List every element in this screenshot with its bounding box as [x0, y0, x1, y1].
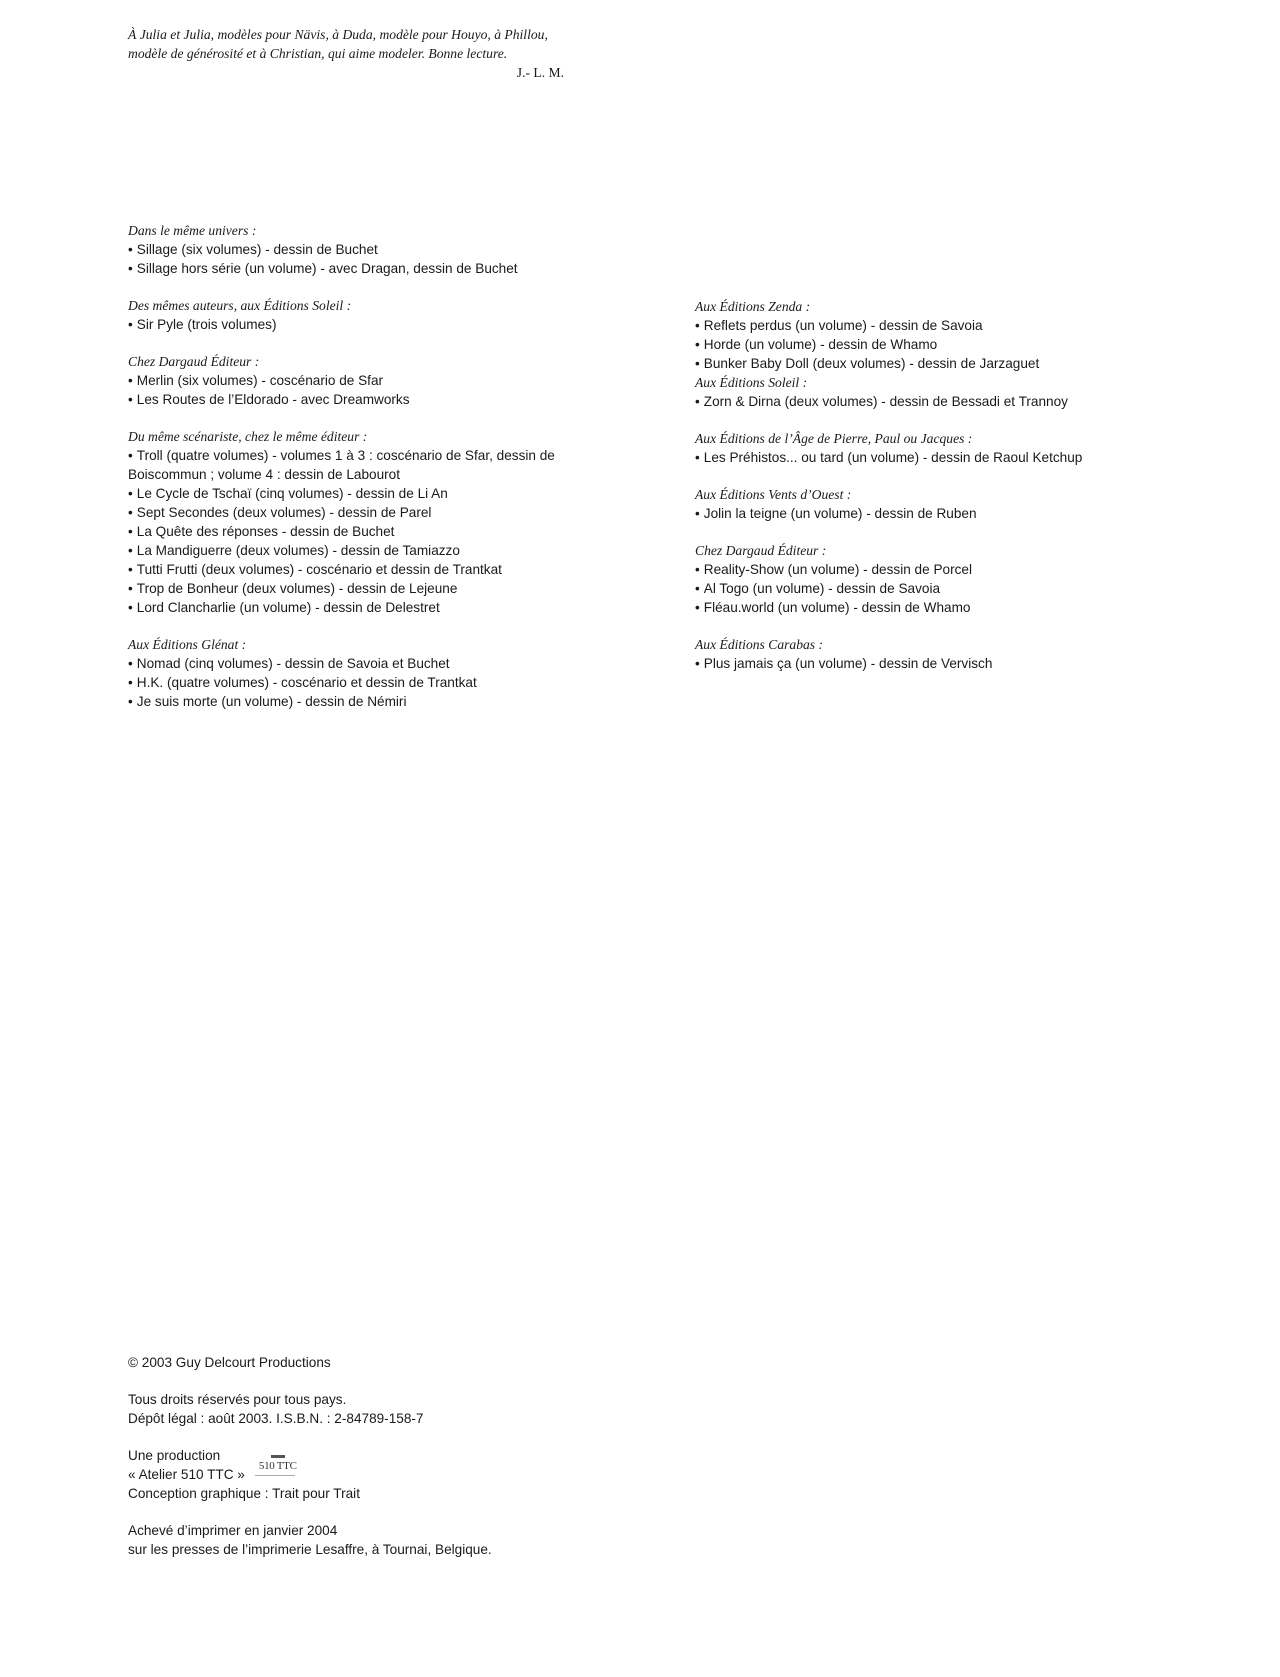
- section-title: Chez Dargaud Éditeur :: [695, 543, 827, 558]
- logo-underline: [255, 1475, 295, 1476]
- section-title: Des mêmes auteurs, aux Éditions Soleil :: [128, 298, 352, 313]
- list-item-text: Jolin la teigne (un volume) - dessin de Ruben: [703, 506, 977, 521]
- dedication-line-2: modèle de générosité et à Christian, qui aime modeler. Bonne lecture.: [128, 46, 508, 61]
- section-title: Aux Éditions Soleil :: [695, 375, 808, 390]
- list-item: [695, 448, 1195, 467]
- bullet-icon: •: [128, 562, 133, 577]
- list-item-text: Je suis morte (un volume) - dessin de Némiri: [136, 694, 407, 709]
- list-item: [695, 654, 1195, 673]
- bullet-icon: •: [128, 600, 133, 615]
- bullet-icon: •: [695, 506, 700, 521]
- list-item-text: Lord Clancharlie (un volume) - dessin de Delestret: [136, 600, 440, 615]
- legal-deposit-line: Dépôt légal : août 2003. I.S.B.N. : 2-84789-158-7: [128, 1411, 424, 1426]
- dedication-line-1: À Julia et Julia, modèles pour Nävis, à Duda, modèle pour Houyo, à Phillou,: [128, 27, 548, 42]
- list-item: [128, 560, 628, 579]
- list-item-text: Bunker Baby Doll (deux volumes) - dessin de Jarzaguet: [703, 356, 1040, 371]
- list-item: [128, 654, 628, 673]
- bullet-icon: •: [695, 562, 700, 577]
- bibliography-section: [695, 541, 1195, 617]
- list-item: [128, 522, 628, 541]
- bullet-icon: •: [128, 581, 133, 596]
- bullet-icon: •: [128, 486, 133, 501]
- bullet-icon: •: [128, 524, 133, 539]
- list-item-text: Fléau.world (un volume) - dessin de Whamo: [703, 600, 971, 615]
- list-item-text: Plus jamais ça (un volume) - dessin de Vervisch: [703, 656, 993, 671]
- bullet-icon: •: [695, 581, 700, 596]
- section-title: Aux Éditions de l’Âge de Pierre, Paul ou Jacques :: [695, 431, 973, 446]
- list-item: [128, 240, 628, 259]
- section-title: Du même scénariste, chez le même éditeur :: [128, 429, 368, 444]
- bibliography-section: [128, 221, 628, 278]
- bibliography-section: [128, 635, 628, 711]
- bullet-icon: •: [695, 600, 700, 615]
- list-item: [128, 465, 628, 484]
- list-item: [128, 446, 628, 465]
- logo-mark: [271, 1455, 285, 1458]
- bibliography-section: [695, 297, 1195, 373]
- bibliography-right-column: [695, 297, 1195, 691]
- list-item: [695, 316, 1195, 335]
- printed-line-2: sur les presses de l’imprimerie Lesaffre, à Tournai, Belgique.: [128, 1542, 492, 1557]
- list-item: [128, 484, 628, 503]
- section-title: Aux Éditions Vents d’Ouest :: [695, 487, 852, 502]
- list-item-text: Reality-Show (un volume) - dessin de Porcel: [703, 562, 972, 577]
- bullet-icon: •: [128, 448, 133, 463]
- bullet-icon: •: [695, 318, 700, 333]
- list-item-text: Horde (un volume) - dessin de Whamo: [703, 337, 938, 352]
- bullet-icon: •: [695, 394, 700, 409]
- bullet-icon: •: [695, 356, 700, 371]
- list-item-text: Les Préhistos... ou tard (un volume) - dessin de Raoul Ketchup: [703, 450, 1083, 465]
- bullet-icon: •: [128, 694, 133, 709]
- printed-line-1: Achevé d’imprimer en janvier 2004: [128, 1523, 338, 1538]
- list-item-text: Troll (quatre volumes) - volumes 1 à 3 : coscénario de Sfar, dessin de: [136, 448, 555, 463]
- list-item-text: La Quête des réponses - dessin de Buchet: [136, 524, 395, 539]
- list-item-text: H.K. (quatre volumes) - coscénario et dessin de Trantkat: [136, 675, 477, 690]
- list-item-text: Nomad (cinq volumes) - dessin de Savoia et Buchet: [136, 656, 450, 671]
- section-title: Aux Éditions Carabas :: [695, 637, 824, 652]
- list-item: [695, 598, 1195, 617]
- dedication-signature: J.- L. M.: [516, 65, 564, 80]
- bullet-icon: •: [128, 656, 133, 671]
- logo-stamp-text: 510 TTC: [258, 1460, 297, 1473]
- list-item: [695, 354, 1195, 373]
- section-title: Aux Éditions Glénat :: [128, 637, 247, 652]
- bullet-icon: •: [695, 450, 700, 465]
- list-item-text: Les Routes de l’Eldorado - avec Dreamworks: [136, 392, 410, 407]
- production-line-1: Une production: [128, 1448, 221, 1463]
- bullet-icon: •: [128, 261, 133, 276]
- bibliography-section: [128, 352, 628, 409]
- bibliography-section: [695, 485, 1195, 523]
- bibliography-section: [695, 373, 1195, 411]
- section-title: Dans le même univers :: [128, 223, 257, 238]
- list-item: [128, 541, 628, 560]
- list-item-text: Merlin (six volumes) - coscénario de Sfar: [136, 373, 384, 388]
- section-title: Chez Dargaud Éditeur :: [128, 354, 260, 369]
- colophon: [128, 1353, 628, 1577]
- bullet-icon: •: [128, 543, 133, 558]
- production-name: « Atelier 510 TTC »: [128, 1467, 245, 1482]
- list-item-text: Al Togo (un volume) - dessin de Savoia: [703, 581, 941, 596]
- list-item-text: Sept Secondes (deux volumes) - dessin de Parel: [136, 505, 432, 520]
- list-item: [128, 692, 628, 711]
- list-item: [128, 315, 628, 334]
- list-item: [695, 504, 1195, 523]
- copyright-line: © 2003 Guy Delcourt Productions: [128, 1355, 331, 1370]
- list-item-text: Reflets perdus (un volume) - dessin de Savoia: [703, 318, 983, 333]
- rights-line: Tous droits réservés pour tous pays.: [128, 1392, 347, 1407]
- list-item: [695, 335, 1195, 354]
- list-item: [695, 560, 1195, 579]
- list-item-text: Zorn & Dirna (deux volumes) - dessin de Bessadi et Trannoy: [703, 394, 1068, 409]
- bullet-icon: •: [128, 392, 133, 407]
- bullet-icon: •: [128, 675, 133, 690]
- list-item: [128, 371, 628, 390]
- list-item-text: La Mandiguerre (deux volumes) - dessin de Tamiazzo: [136, 543, 460, 558]
- list-item: [128, 673, 628, 692]
- bibliography-section: [695, 635, 1195, 673]
- list-item: [128, 390, 628, 409]
- atelier-510-ttc-logo: [255, 1455, 297, 1481]
- list-item-text: Boiscommun ; volume 4 : dessin de Labourot: [128, 467, 401, 482]
- list-item-text: Trop de Bonheur (deux volumes) - dessin de Lejeune: [136, 581, 458, 596]
- bullet-icon: •: [695, 656, 700, 671]
- list-item: [128, 259, 628, 278]
- bibliography-section: [695, 429, 1195, 467]
- list-item: [128, 598, 628, 617]
- bullet-icon: •: [128, 242, 133, 257]
- list-item: [128, 579, 628, 598]
- list-item-text: Sillage hors série (un volume) - avec Dragan, dessin de Buchet: [136, 261, 518, 276]
- graphic-design-line: Conception graphique : Trait pour Trait: [128, 1486, 360, 1501]
- dedication: [128, 25, 568, 82]
- list-item-text: Le Cycle de Tschaï (cinq volumes) - dessin de Li An: [136, 486, 448, 501]
- bullet-icon: •: [128, 373, 133, 388]
- list-item: [695, 392, 1195, 411]
- list-item: [695, 579, 1195, 598]
- list-item-text: Sir Pyle (trois volumes): [136, 317, 277, 332]
- section-title: Aux Éditions Zenda :: [695, 299, 811, 314]
- production-line-2: [128, 1460, 628, 1484]
- list-item-text: Sillage (six volumes) - dessin de Buchet: [136, 242, 378, 257]
- bullet-icon: •: [695, 337, 700, 352]
- bibliography-section: [128, 296, 628, 334]
- list-item: [128, 503, 628, 522]
- list-item-text: Tutti Frutti (deux volumes) - coscénario et dessin de Trantkat: [136, 562, 502, 577]
- bibliography-left-column: [128, 221, 628, 729]
- bibliography-section: [128, 427, 628, 617]
- bullet-icon: •: [128, 317, 133, 332]
- bullet-icon: •: [128, 505, 133, 520]
